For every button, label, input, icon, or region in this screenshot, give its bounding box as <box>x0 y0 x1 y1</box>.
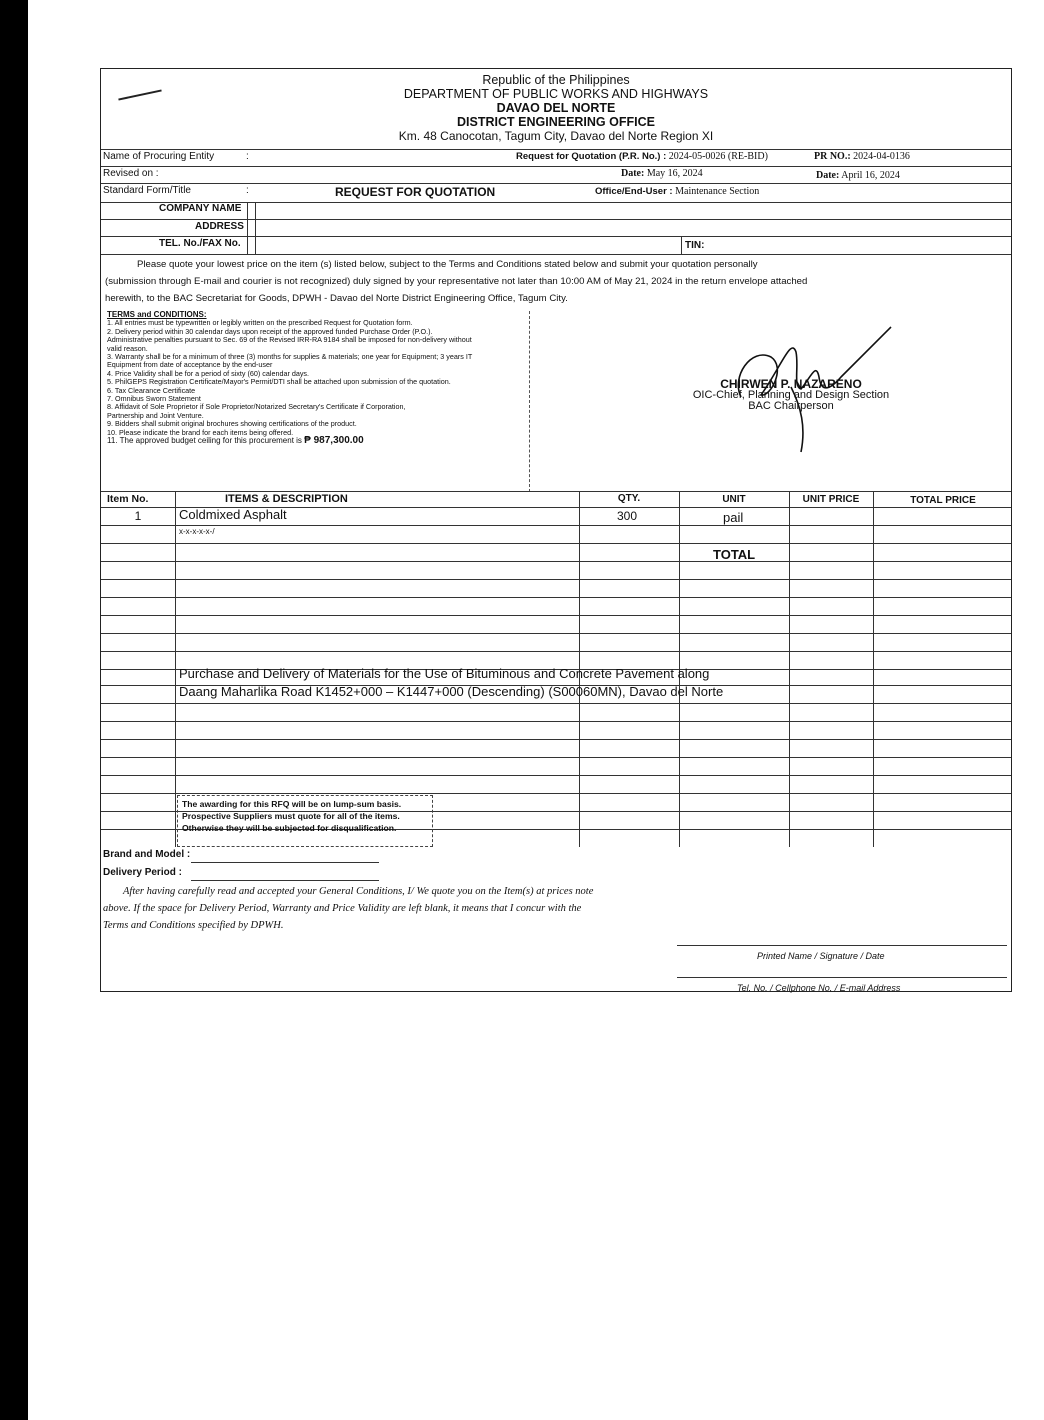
pr-number-value: 2024-04-0136 <box>853 151 910 162</box>
acceptance-statement <box>103 883 743 934</box>
instructions-line-2: (submission through E-mail and courier is not recognized) duly signed by your representative not later than 10:00 AM of May 21, 2024 in the return envelope attached <box>105 276 808 287</box>
row-1-description: Coldmixed Asphalt <box>179 507 287 522</box>
term-3: Administrative penalties pursuant to Sec. 69 of the Revised IRR-RA 9184 shall be imposed for non-delivery without <box>107 335 472 345</box>
header-line-2: DEPARTMENT OF PUBLIC WORKS AND HIGHWAYS <box>403 87 709 101</box>
award-notice <box>177 795 433 847</box>
term-12: Partnership and Joint Venture. <box>107 410 204 420</box>
procuring-entity-label: Name of Procuring Entity <box>103 151 215 162</box>
award-line-3: Otherwise they will be subjected for disqualification. <box>182 823 397 833</box>
office-end-user-label: Office/End-User : <box>595 186 673 197</box>
office-end-user-value: Maintenance Section <box>675 186 760 197</box>
office-end-user <box>595 186 759 197</box>
revised-on-label: Revised on : <box>103 168 159 179</box>
pr-number-label: PR NO.: <box>814 151 851 162</box>
row-end-marker: x-x-x-x-x-/ <box>179 527 215 536</box>
term-10: 7. Omnibus Sworn Statement <box>107 394 201 404</box>
scanned-page <box>28 0 1044 1420</box>
rfq-number-label: Request for Quotation (P.R. No.) : <box>516 151 667 162</box>
company-name-label: COMPANY NAME <box>159 203 242 214</box>
printed-name-caption: Printed Name / Signature / Date <box>757 951 885 961</box>
instructions-line-1: Please quote your lowest price on the item (s) listed below, subject to the Terms and Conditions stated below and submit your quotation personally <box>137 259 758 270</box>
rfq-form <box>100 68 1012 992</box>
standard-form-label: Standard Form/Title <box>103 185 191 196</box>
date-april <box>816 170 900 181</box>
pr-number <box>814 151 910 162</box>
row-1-unit: pail <box>723 510 744 525</box>
rfq-number <box>516 151 768 162</box>
col-qty: QTY. <box>617 493 641 504</box>
term-6: Equipment from date of acceptance by the end-user <box>107 360 273 370</box>
tin-label: TIN: <box>685 240 705 251</box>
rfq-number-value: 2024-05-0026 (RE-BID) <box>668 151 768 162</box>
colon: : <box>246 151 249 162</box>
signatory-name: CHIRWEN P. NAZARENO <box>720 377 862 391</box>
terms-and-conditions <box>107 311 530 492</box>
term-4: valid reason. <box>107 343 148 353</box>
instructions <box>105 256 1005 307</box>
row-1-item-no: 1 <box>134 509 142 523</box>
term-9: 6. Tax Clearance Certificate <box>107 385 196 395</box>
form-title: REQUEST FOR QUOTATION <box>335 185 496 199</box>
abc-label: 11. The approved budget ceiling for this procurement is <box>107 436 305 446</box>
acceptance-line-2: above. If the space for Delivery Period, Warranty and Price Validity are left blank, it means that I concur with the <box>103 903 582 914</box>
term-11: 8. Affidavit of Sole Proprietor if Sole Proprietor/Notarized Secretary's Certificate if Corporation, <box>107 402 406 412</box>
col-item-no: Item No. <box>107 493 149 505</box>
term-13: 9. Bidders shall submit original brochures showing certifications of the product. <box>107 419 357 429</box>
term-21 <box>107 437 529 445</box>
col-unit: UNIT <box>722 494 746 505</box>
header-line-1: Republic of the Philippines <box>482 73 630 87</box>
date-may-value: May 16, 2024 <box>646 168 703 179</box>
address-label: ADDRESS <box>195 221 244 232</box>
col-items-description: ITEMS & DESCRIPTION <box>225 493 348 505</box>
form-header <box>101 73 1011 143</box>
terms-heading: TERMS and CONDITIONS: <box>107 310 207 319</box>
signatory-title: OIC-Chief, Planning and Design Section <box>692 389 890 401</box>
instructions-line-3: herewith, to the BAC Secretariat for Goods, DPWH - Davao del Norte District Engineering Office, Tagum City. <box>105 293 568 304</box>
header-line-4: DISTRICT ENGINEERING OFFICE <box>457 115 655 129</box>
term-1: 1. All entries must be typewritten or legibly written on the prescribed Request for Quotation form. <box>107 318 413 328</box>
date-may <box>621 168 703 179</box>
date-may-label: Date: <box>621 168 645 179</box>
colon: : <box>246 185 249 196</box>
delivery-period-label: Delivery Period : <box>103 867 182 878</box>
acceptance-line-1: After having carefully read and accepted your General Conditions, I/ We quote you on the Item(s) at prices note <box>123 886 594 897</box>
term-5: 3. Warranty shall be for a minimum of three (3) months for supplies & materials; one year for Equipment; 3 years IT <box>107 352 473 362</box>
total-label: TOTAL <box>713 547 756 562</box>
header-line-3: DAVAO DEL NORTE <box>496 101 616 115</box>
row-1-qty: 300 <box>617 509 638 523</box>
project-line-2: Daang Maharlika Road K1452+000 – K1447+000 (Descending) (S00060MN), Davao del Norte <box>179 684 724 699</box>
project-line-1: Purchase and Delivery of Materials for the Use of Bituminous and Concrete Pavement along <box>179 666 710 681</box>
date-april-label: Date: <box>816 170 840 181</box>
award-line-2: Prospective Suppliers must quote for all of the items. <box>182 811 400 821</box>
date-april-value: April 16, 2024 <box>841 170 900 181</box>
term-2: 2. Delivery period within 30 calendar days upon receipt of the approved funded Purchase Order (P.O.). <box>107 326 433 336</box>
brand-model-label: Brand and Model : <box>103 849 191 860</box>
contact-caption: Tel. No. / Cellphone No. / E-mail Address <box>737 983 901 993</box>
header-line-5: Km. 48 Canocotan, Tagum City, Davao del Norte Region XI <box>398 129 714 143</box>
col-unit-price: UNIT PRICE <box>802 494 860 505</box>
term-8: 5. PhilGEPS Registration Certificate/Mayor's Permit/DTI shall be attached upon submission of the quotation. <box>107 377 451 387</box>
term-7: 4. Price Validity shall be for a period of sixty (60) calendar days. <box>107 368 310 378</box>
term-14: 10. Please indicate the brand for each items being offered. <box>107 427 294 437</box>
award-line-1: The awarding for this RFQ will be on lump-sum basis. <box>182 799 402 809</box>
col-total-price: TOTAL PRICE <box>910 495 976 506</box>
signatory-block <box>661 379 921 412</box>
tel-fax-label: TEL. No./FAX No. <box>159 238 241 249</box>
abc-value: ₱ 987,300.00 <box>304 435 364 447</box>
signatory-role: BAC Chairperson <box>748 400 834 412</box>
acceptance-line-3: Terms and Conditions specified by DPWH. <box>103 920 284 931</box>
